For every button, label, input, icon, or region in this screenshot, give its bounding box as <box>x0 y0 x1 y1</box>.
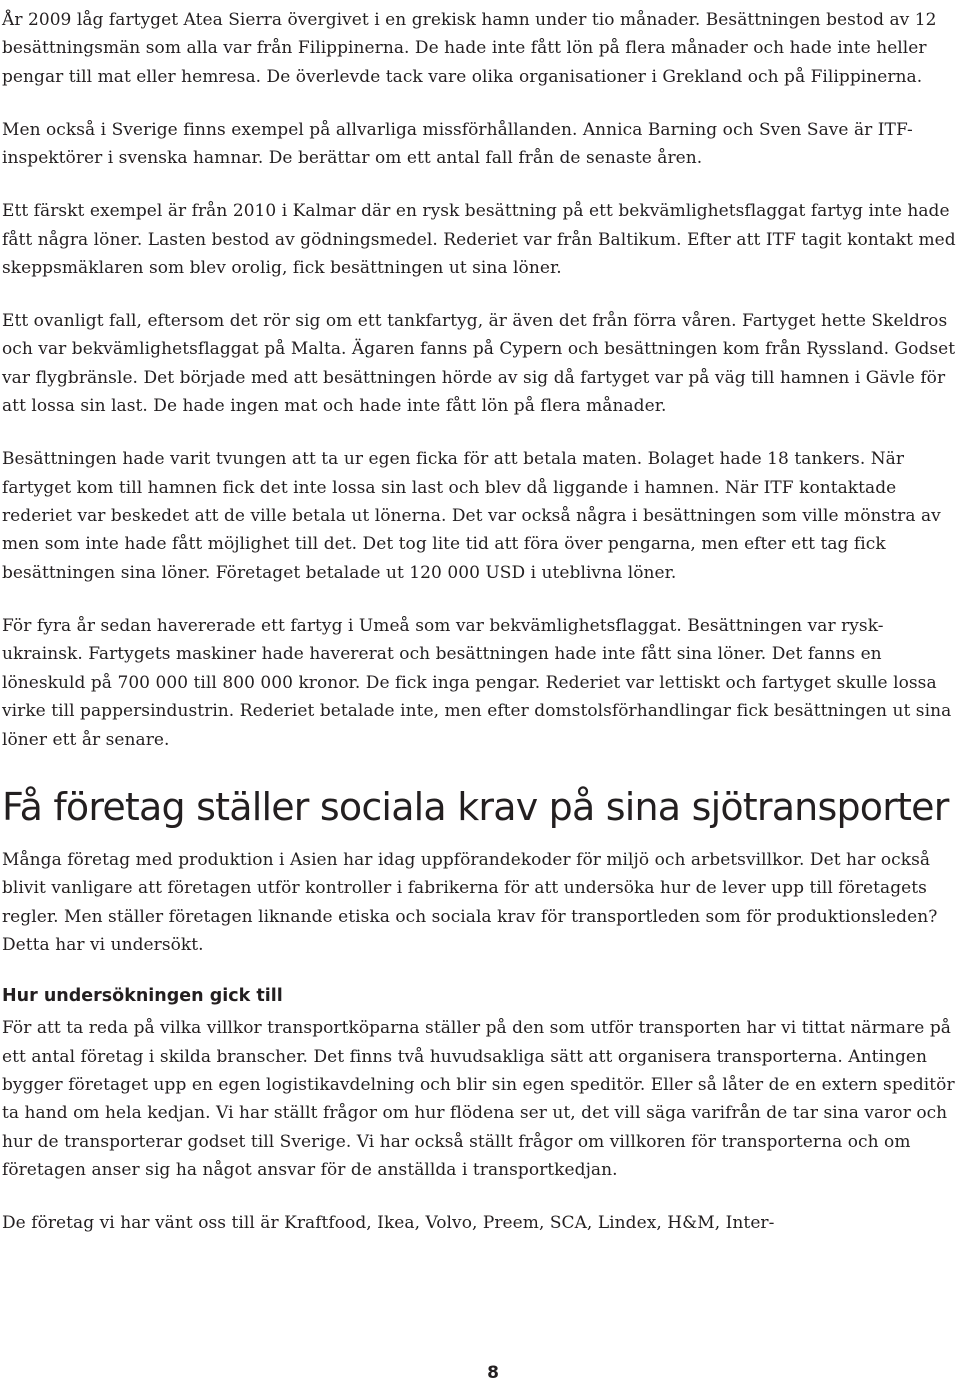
body-paragraph: För fyra år sedan havererade ett fartyg i Umeå som var bekvämlighetsflaggat. Besättningen var rysk-ukrainsk. Fartygets maskiner hade havererat och besättningen hade inte fått sina löner. Det fanns en löneskuld på 700 000 till 800 000 kronor. De fick inga pengar. Rederiet var lettiskt och fartyget skulle lossa virke till pappersindustrin. Rederiet betalade inte, men efter domstolsförhandlingar fick besättningen ut sina löner ett år senare. <box>2 615 952 750</box>
subsection-heading: Hur undersökningen gick till <box>2 986 283 1007</box>
body-paragraph: Men också i Sverige finns exempel på allvarliga missförhållanden. Annica Barning och Sven Save är ITF-inspektörer i svenska hamnar. De berättar om ett antal fall från de senaste åren. <box>2 119 913 169</box>
section-heading: Få företag ställer sociala krav på sina sjötransporter <box>2 784 949 829</box>
body-paragraph: År 2009 låg fartyget Atea Sierra övergivet i en grekisk hamn under tio månader. Besättningen bestod av 12 besättningsmän som alla var från Filippinerna. De hade inte fått lön på flera månader och hade inte heller pengar till mat eller hemresa. De överlevde tack vare olika organisationer i Grekland och på Filippinerna. <box>2 10 937 87</box>
body-paragraph: För att ta reda på vilka villkor transportköparna ställer på den som utför transporten har vi tittat närmare på ett antal företag i skilda branscher. Det finns två huvudsakliga sätt att organisera transporterna. Antingen bygger företaget upp en egen logistikavdelning och blir sin egen speditör. Eller så låter de en extern speditör ta hand om hela kedjan. Vi har ställt frågor om hur flödena ser ut, det vill säga varifrån de tar sina varor och hur de transporterar godset till Sverige. Vi har också ställt frågor om villkoren för transporterna och om företagen anser sig ha något ansvar för de anställda i transportkedjan. <box>2 1018 955 1181</box>
body-paragraph: Ett ovanligt fall, eftersom det rör sig om ett tankfartyg, är även det från förra våren. Fartyget hette Skeldros och var bekvämlighetsflaggat på Malta. Ägaren fanns på Cypern och besättningen kom från Ryssland. Godset var flygbränsle. Det började med att besättningen hörde av sig då fartyget var på väg till hamnen i Gävle för att lossa sin last. De hade ingen mat och hade inte fått lön på flera månader. <box>2 311 956 417</box>
body-paragraph: Ett färskt exempel är från 2010 i Kalmar där en rysk besättning på ett bekvämlighetsflaggat fartyg inte hade fått några löner. Lasten bestod av gödningsmedel. Rederiet var från Baltikum. Efter att ITF tagit kontakt med skeppsmäklaren som blev orolig, fick besättningen ut sina löner. <box>2 201 956 279</box>
page-number: 8 <box>487 1363 499 1383</box>
body-paragraph: De företag vi har vänt oss till är Kraftfood, Ikea, Volvo, Preem, SCA, Lindex, H&M, Inter- <box>2 1213 775 1234</box>
body-paragraph: Många företag med produktion i Asien har idag uppförandekoder för miljö och arbetsvillkor. Det har också blivit vanligare att företagen utför kontroller i fabrikerna för att undersöka hur de lever upp till företagets regler. Men ställer företagen liknande etiska och sociala krav för transportleden som för produktionsleden? Detta har vi undersökt. <box>2 849 938 956</box>
body-paragraph: Besättningen hade varit tvungen att ta ur egen ficka för att betala maten. Bolaget hade 18 tankers. När fartyget kom till hamnen fick det inte lossa sin last och blev då liggande i hamnen. När ITF kontaktade rederiet var beskedet att de ville betala ut lönerna. Det var också några i besättningen som ville mönstra av men som inte hade fått möjlighet till det. Det tog lite tid att föra över pengarna, men efter ett tag fick besättningen sina löner. Företaget betalade ut 120 000 USD i uteblivna löner. <box>2 449 941 583</box>
